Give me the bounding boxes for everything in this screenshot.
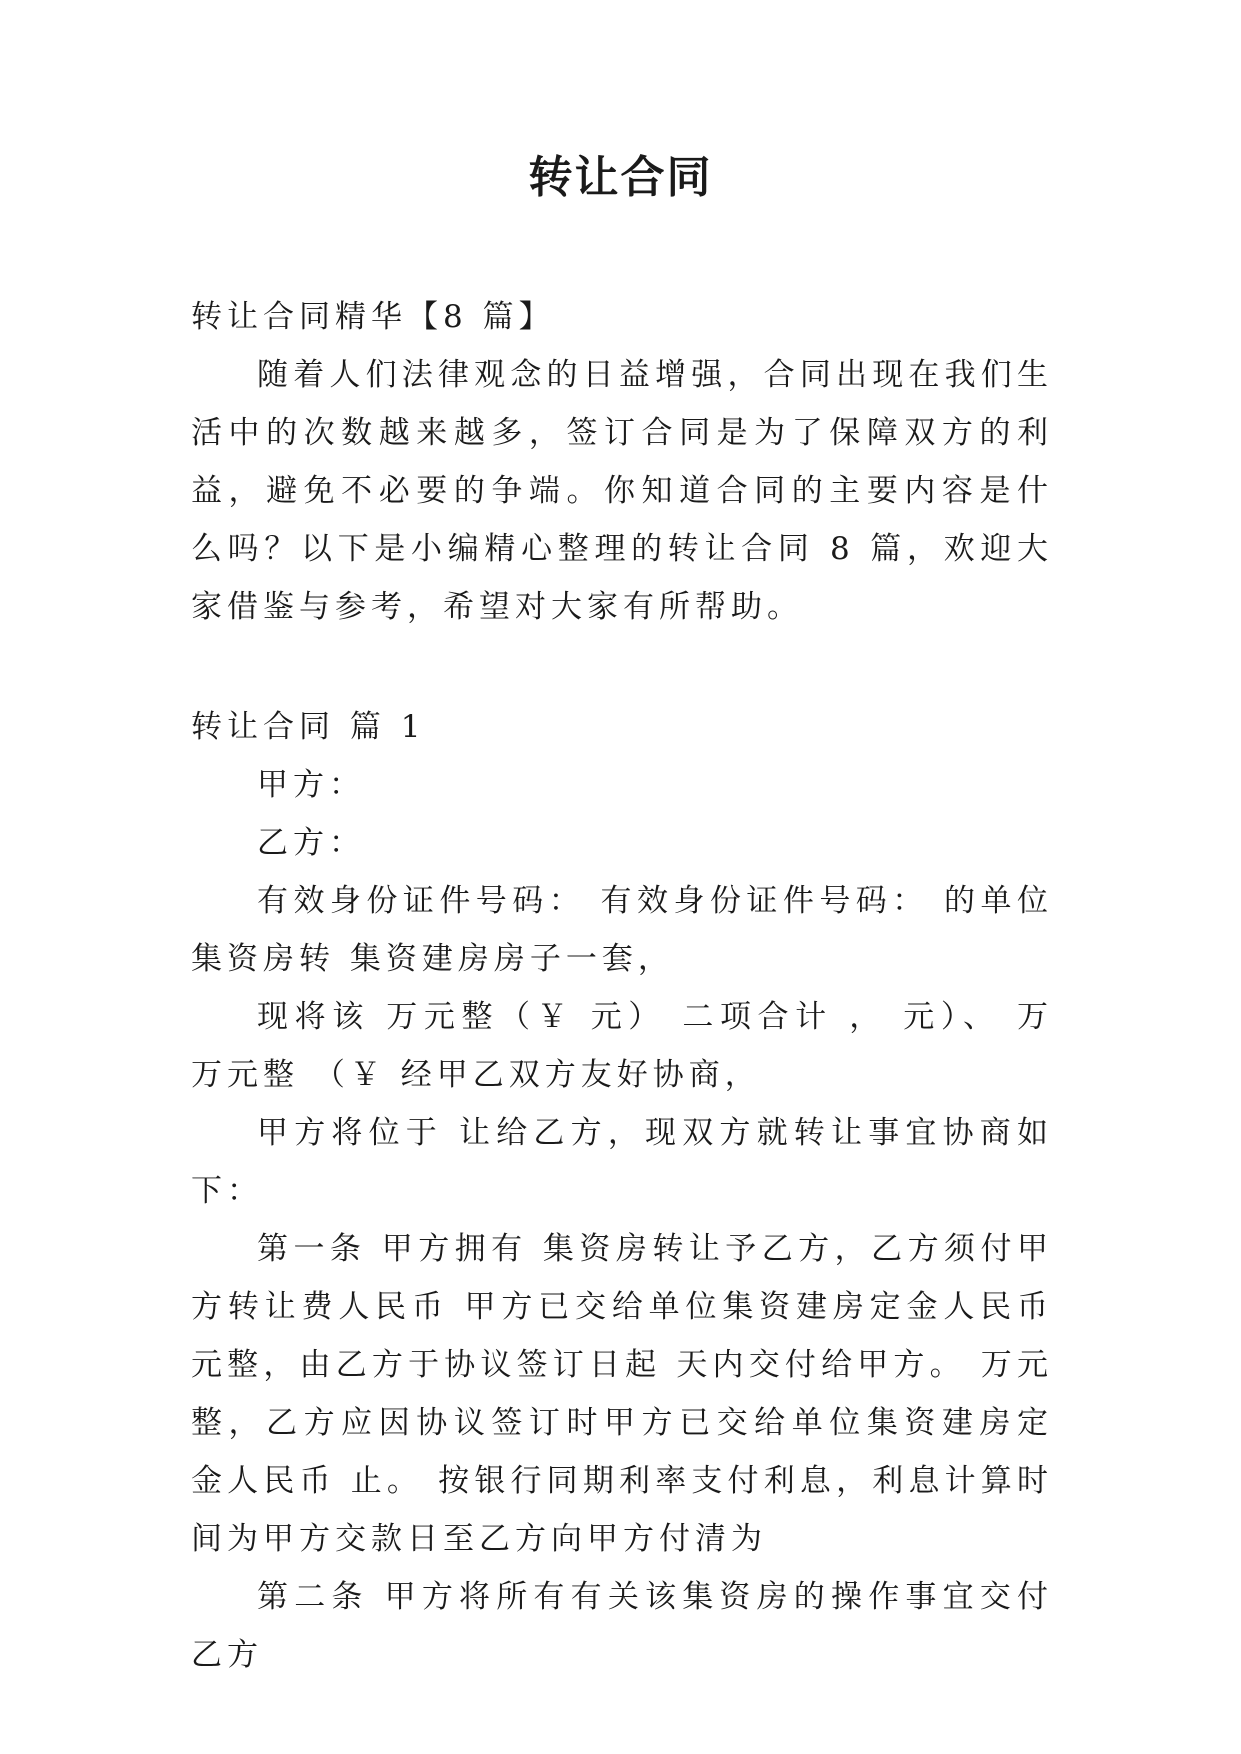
article-1-paragraph: 第一条 甲方拥有 集资房转让予乙方，乙方须付甲方转让费人民币 甲方已交给单位集资建房定金人民币 元整，由乙方于协议签订日起 天内交付给甲方。 万元整，乙方应因协议签订时甲方已交给单位集资建房定金人民币 止。 按银行同期利率支付利息，利息计算时间为甲方交款日至乙方向甲方付清为: [191, 1231, 1053, 1557]
party-b-line: 乙方：: [257, 825, 365, 861]
document-body: [191, 288, 1053, 1684]
amount-paragraph: 现将该 万元整（￥ 元） 二项合计 ， 元）、 万 万元整 （￥ 经甲乙双方友好协商，: [191, 999, 1053, 1093]
document-title: 转让合同: [528, 152, 713, 203]
intro-paragraph: 随着人们法律观念的日益增强，合同出现在我们生活中的次数越来越多，签订合同是为了保障双方的利益，避免不必要的争端。你知道合同的主要内容是什么吗？以下是小编精心整理的转让合同 8 篇，欢迎大家借鉴与参考，希望对大家有所帮助。: [191, 357, 1053, 625]
id-number-paragraph: 有效身份证件号码： 有效身份证件号码： 的单位集资房转 集资建房房子一套，: [191, 883, 1053, 977]
document-subtitle: 转让合同精华【8 篇】: [191, 299, 555, 335]
party-a-line: 甲方：: [257, 767, 365, 803]
section-heading: 转让合同 篇 1: [191, 709, 426, 745]
article-2-paragraph: 第二条 甲方将所有有关该集资房的操作事宜交付乙方: [191, 1579, 1053, 1673]
transfer-location-paragraph: 甲方将位于 让给乙方，现双方就转让事宜协商如下：: [191, 1115, 1053, 1209]
